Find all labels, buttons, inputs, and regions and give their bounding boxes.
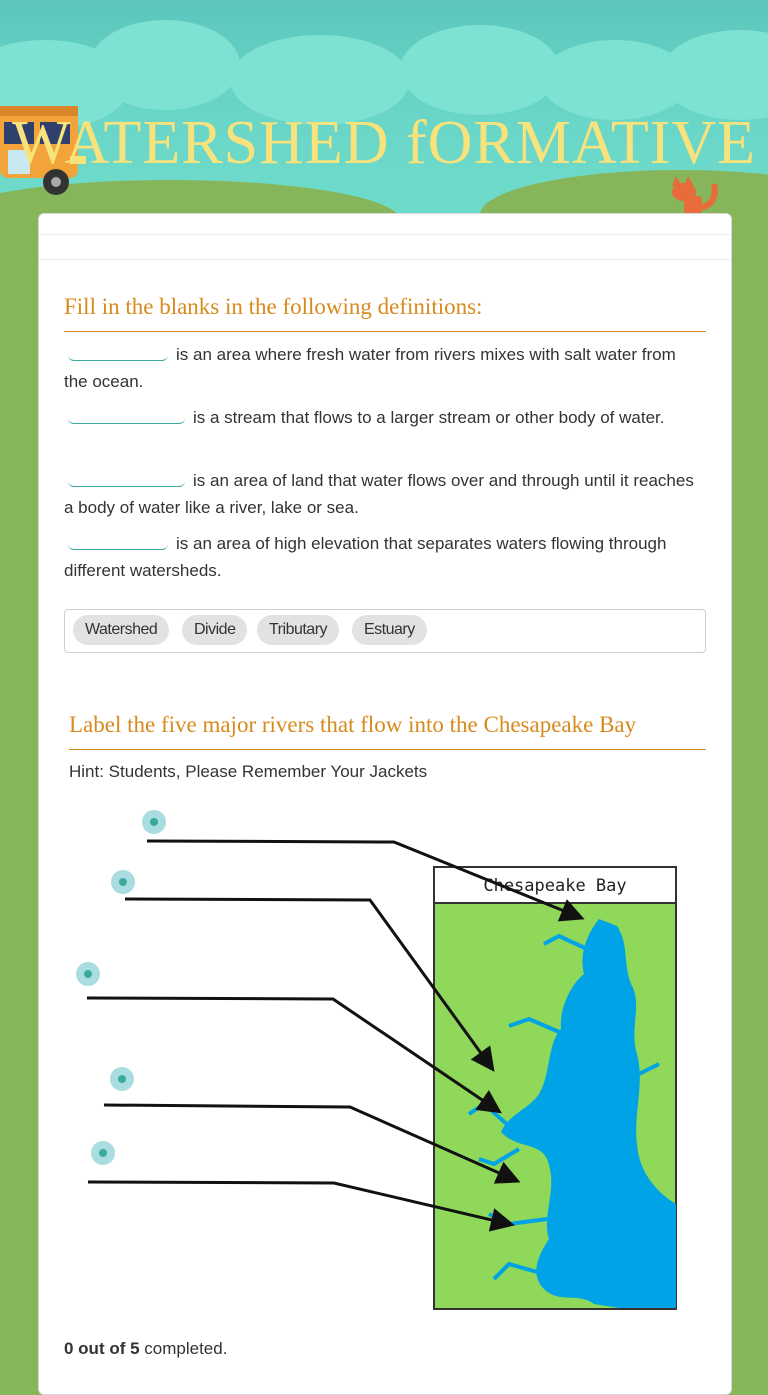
worksheet-panel [38, 213, 732, 1395]
chesapeake-diagram [39, 214, 731, 1324]
hint-text: Hint: Students, Please Remember Your Jackets [69, 762, 428, 781]
label-hotspot-2[interactable] [111, 870, 135, 894]
word-chip-watershed[interactable]: Watershed [73, 615, 169, 645]
completion-count: 0 out of 5 [64, 1339, 140, 1358]
header-banner [0, 0, 768, 215]
label-hotspot-3[interactable] [76, 962, 100, 986]
completion-suffix: completed. [139, 1339, 228, 1358]
label-hotspot-4[interactable] [110, 1067, 134, 1091]
page-title: WATERSHED fORMATIVE [11, 109, 757, 177]
word-chip-divide[interactable]: Divide [182, 615, 247, 645]
label-hotspot-5[interactable] [91, 1141, 115, 1165]
map-title: Chesapeake Bay [483, 876, 627, 896]
definition-text: is an area of high elevation that separates waters flowing through different watersheds. [64, 534, 667, 580]
word-chip-estuary[interactable]: Estuary [352, 615, 427, 645]
definition-text: is an area where fresh water from rivers mixes with salt water from the ocean. [64, 345, 676, 391]
section1-title: Fill in the blanks in the following definitions: [64, 294, 483, 319]
definition-text: is an area of land that water flows over and through until it reaches a body of water like a river, lake or sea. [64, 471, 694, 517]
definition-text: is a stream that flows to a larger stream or other body of water. [193, 408, 665, 427]
label-hotspot-1[interactable] [142, 810, 166, 834]
word-chip-tributary[interactable]: Tributary [257, 615, 339, 645]
fox-icon [668, 172, 722, 214]
completion-status [64, 1339, 227, 1359]
section2-title: Label the five major rivers that flow into the Chesapeake Bay [69, 712, 637, 737]
